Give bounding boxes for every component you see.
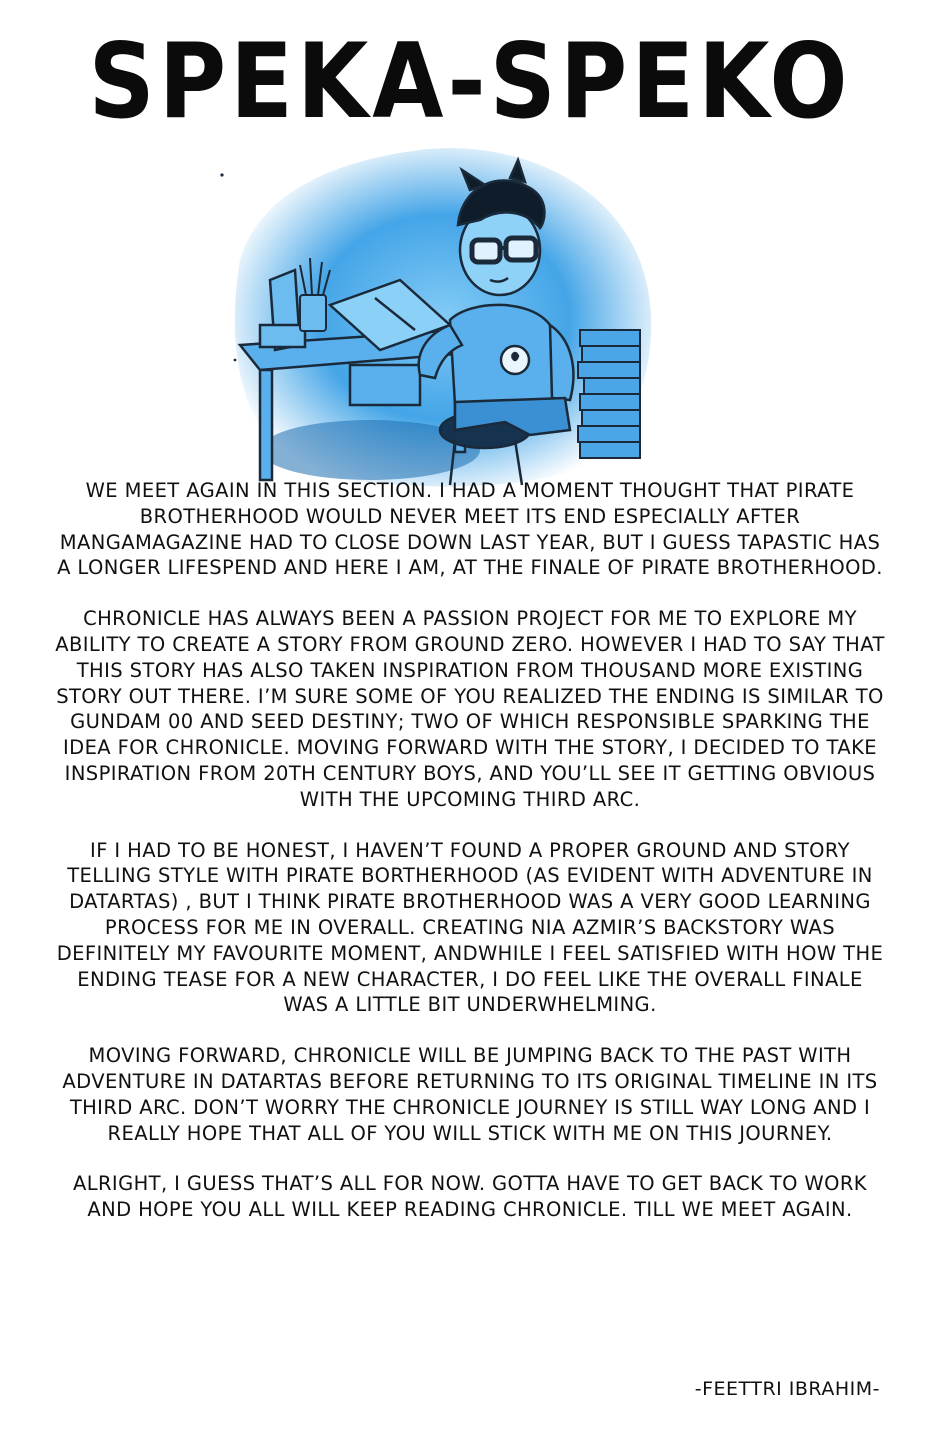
page-title: SPEKA-SPEKO [88, 21, 852, 142]
author-signature: -FEETTRI IBRAHIM- [694, 1378, 880, 1400]
article-paragraph: MOVING FORWARD, CHRONICLE WILL BE JUMPING BACK TO THE PAST WITH ADVENTURE IN DATARTAS BEFORE RETURNING TO ITS ORIGINAL TIMELINE IN ITS THIRD ARC. DON’T WORRY THE CHRONICLE JOURNEY IS STILL WAY LONG AND I REALLY HOPE THAT ALL OF YOU WILL STICK WITH ME ON THIS JOURNEY. [62, 1044, 878, 1145]
article-body [52, 478, 888, 1248]
article-paragraph: CHRONICLE HAS ALWAYS BEEN A PASSION PROJECT FOR ME TO EXPLORE MY ABILITY TO CREATE A STORY FROM GROUND ZERO. HOWEVER I HAD TO SAY THAT THIS STORY HAS ALSO TAKEN INSPIRATION FROM THOUSAND MORE EXISTING STORY OUT THERE. I’M SURE SOME OF YOU REALIZED THE ENDING IS SIMILAR TO GUNDAM 00 AND SEED DESTINY; TWO OF WHICH RESPONSIBLE SPARKING THE IDEA FOR CHRONICLE. MOVING FORWARD WITH THE STORY, I DECIDED TO TAKE INSPIRATION FROM 20TH CENTURY BOYS, AND YOU’LL SEE IT GETTING OBVIOUS WITH THE UPCOMING THIRD ARC. [55, 607, 885, 811]
article-paragraph: IF I HAD TO BE HONEST, I HAVEN’T FOUND A PROPER GROUND AND STORY TELLING STYLE WITH PIRATE BORTHERHOOD (AS EVIDENT WITH ADVENTURE IN DATARTAS) , BUT I THINK PIRATE BROTHERHOOD WAS A VERY GOOD LEARNING PROCESS FOR ME IN OVERALL. CREATING NIA AZMIR’S BACKSTORY WAS DEFINITELY MY FAVOURITE MOMENT, ANDWHILE I FEEL SATISFIED WITH HOW THE ENDING TEASE FOR A NEW CHARACTER, I DO FEEL LIKE THE OVERALL FINALE WAS A LITTLE BIT UNDERWHELMING. [56, 838, 884, 1017]
article-paragraph: ALRIGHT, I GUESS THAT’S ALL FOR NOW. GOTTA HAVE TO GET BACK TO WORK AND HOPE YOU ALL WILL KEEP READING CHRONICLE. TILL WE MEET AGAIN. [72, 1172, 867, 1222]
artist-at-desk-illustration [200, 130, 680, 490]
illustration-svg [200, 130, 680, 490]
article-paragraph: WE MEET AGAIN IN THIS SECTION. I HAD A MOMENT THOUGHT THAT PIRATE BROTHERHOOD WOULD NEVER MEET ITS END ESPECIALLY AFTER MANGAMAGAZINE HAD TO CLOSE DOWN LAST YEAR, BUT I GUESS TAPASTIC HAS A LONGER LIFESPEND AND HERE I AM, AT THE FINALE OF PIRATE BROTHERHOOD. [57, 479, 883, 580]
